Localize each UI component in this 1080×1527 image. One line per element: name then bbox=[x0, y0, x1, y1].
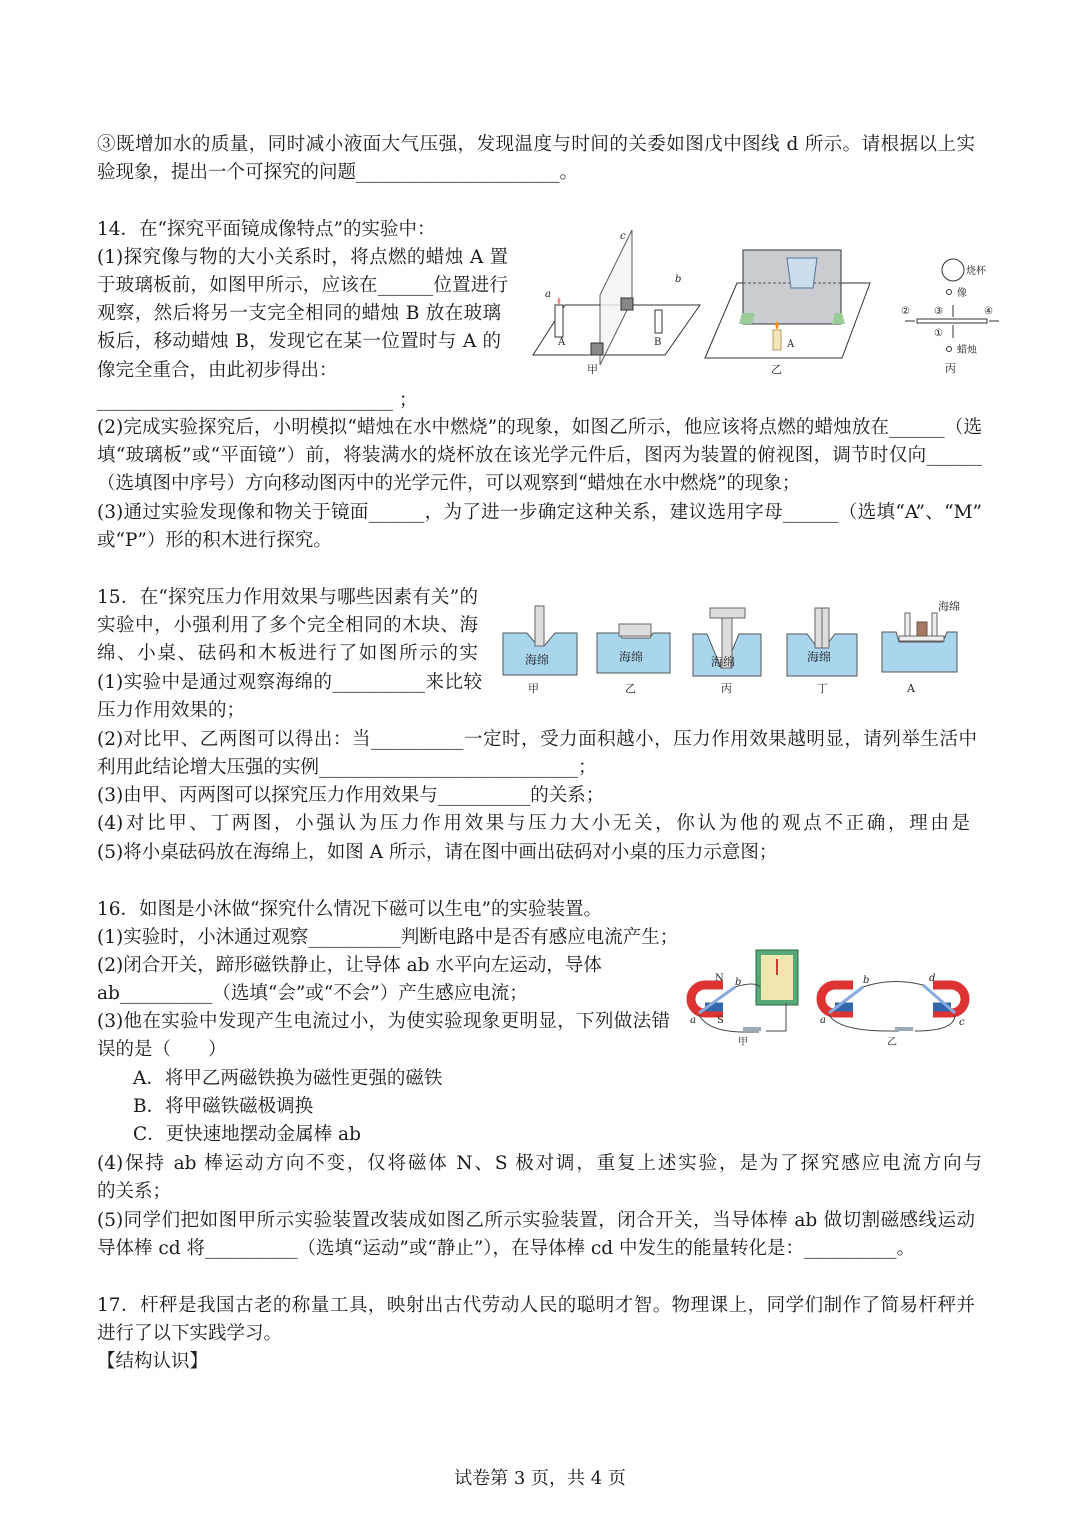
q14-line: 板后，移动蜡烛 B，发现它在某一位置时与 A 的 bbox=[97, 331, 501, 352]
svg-text:S: S bbox=[717, 1015, 724, 1026]
svg-text:丙: 丙 bbox=[721, 682, 732, 695]
q16-line: (2)闭合开关，蹄形磁铁静止，让导体 ab 水平向左运动，导体 bbox=[97, 955, 602, 976]
q15-line: (1)实验中是通过观察海绵的__________来比较 bbox=[97, 672, 482, 693]
svg-text:a: a bbox=[545, 289, 551, 300]
q15-line: 绵、小桌、砝码和木板进行了如图所示的实 bbox=[97, 643, 478, 664]
q16-line: (5)同学们把如图甲所示实验装置改装成如图乙所示实验装置，闭合开关，当导体棒 ab 做切割磁感线运动 bbox=[97, 1210, 975, 1231]
sponge-ding bbox=[787, 608, 857, 695]
svg-text:A: A bbox=[787, 339, 795, 350]
q14-line: 像完全重合，由此初步得出： bbox=[97, 360, 338, 381]
q17-line: 【结构认识】 bbox=[97, 1351, 209, 1372]
intro-line: ③既增加水的质量，同时减小液面大气压强，发现温度与时间的关委如图戊中图线 d 所示。请根据以上实 bbox=[97, 134, 975, 155]
svg-text:像: 像 bbox=[957, 288, 967, 299]
svg-text:乙: 乙 bbox=[771, 363, 782, 376]
svg-text:④: ④ bbox=[984, 306, 993, 317]
q16-line: ab__________（选填“会”或“不会”）产生感应电流； bbox=[97, 983, 528, 1004]
q15-line: 压力作用效果的； bbox=[97, 700, 246, 721]
apparatus-yi bbox=[820, 973, 965, 1048]
figure-mirror-experiment bbox=[525, 225, 1025, 380]
q16-line: 的关系； bbox=[97, 1181, 172, 1202]
q15-line: 利用此结论增大压强的实例____________________________； bbox=[97, 757, 597, 778]
svg-text:蜡烛: 蜡烛 bbox=[957, 345, 977, 356]
svg-text:乙: 乙 bbox=[887, 1037, 897, 1048]
svg-text:海绵: 海绵 bbox=[807, 650, 832, 664]
sponge-jia bbox=[503, 606, 577, 695]
svg-text:丙: 丙 bbox=[945, 362, 956, 375]
svg-text:A: A bbox=[558, 337, 566, 348]
svg-text:c: c bbox=[959, 1017, 965, 1028]
svg-text:B: B bbox=[654, 337, 662, 348]
svg-text:丁: 丁 bbox=[817, 682, 828, 695]
figure-yi bbox=[705, 250, 870, 376]
svg-text:烧杯: 烧杯 bbox=[966, 266, 986, 277]
q14-line: 观察，然后将另一支完全相同的蜡烛 B 放在玻璃 bbox=[97, 303, 501, 324]
q16-line: 导体棒 cd 将__________（选填“运动”或“静止”），在导体棒 cd 中发生的能量转化是：__________。 bbox=[97, 1238, 916, 1259]
q14-line: (3)通过实验发现像和物关于镜面______，为了进一步确定这种关系，建议选用字母______（选填“A”、“M” bbox=[97, 502, 982, 523]
q16-line: (3)他在实验中发现产生电流过小，为使实验现象更明显，下列做法错 bbox=[97, 1011, 670, 1032]
sponge-a bbox=[882, 599, 960, 695]
svg-text:N: N bbox=[715, 973, 724, 984]
svg-text:①: ① bbox=[934, 328, 943, 339]
svg-text:甲: 甲 bbox=[587, 363, 598, 376]
svg-text:c: c bbox=[620, 231, 626, 242]
q15-line: (3)由甲、丙两图可以探究压力作用效果与__________的关系； bbox=[97, 785, 605, 806]
svg-text:海绵: 海绵 bbox=[619, 650, 644, 664]
figure-bing bbox=[901, 259, 999, 375]
svg-text:海绵: 海绵 bbox=[525, 653, 550, 667]
svg-text:②: ② bbox=[901, 306, 910, 317]
q16-line: 16．如图是小沐做“探究什么情况下磁可以生电”的实验装置。 bbox=[97, 899, 602, 920]
q15-line: (4)对比甲、丁两图，小强认为压力作用效果与压力大小无关，你认为他的观点不正确，理由是 bbox=[97, 813, 970, 834]
q16-line: 误的是（ ） bbox=[97, 1039, 227, 1060]
q15-line: 实验中，小强利用了多个完全相同的木块、海 bbox=[97, 615, 478, 636]
figure-induction-experiment bbox=[683, 945, 983, 1050]
apparatus-jia bbox=[690, 950, 798, 1048]
candle-a bbox=[555, 305, 563, 337]
svg-text:a: a bbox=[690, 1015, 696, 1026]
svg-text:甲: 甲 bbox=[528, 682, 539, 695]
svg-text:a: a bbox=[820, 1015, 826, 1026]
sponge-bing bbox=[693, 608, 761, 695]
q15-line: (2)对比甲、乙两图可以得出：当__________一定时，受力面积越小，压力作用效果越明显，请列举生活中 bbox=[97, 729, 977, 750]
q15-line: 15．在“探究压力作用效果与哪些因素有关”的 bbox=[97, 587, 478, 608]
q14-line: 14．在“探究平面镜成像特点”的实验中： bbox=[97, 219, 436, 240]
q14-line: (1)探究像与物的大小关系时，将点燃的蜡烛 A 置 bbox=[97, 247, 508, 268]
svg-text:甲: 甲 bbox=[738, 1037, 748, 1048]
q16-line: A．将甲乙两磁铁换为磁性更强的磁铁 bbox=[133, 1068, 443, 1089]
q14-line: （选填图中序号）方向移动图丙中的光学元件，可以观察到“蜡烛在水中燃烧”的现象； bbox=[97, 473, 801, 494]
intro-line: 验现象，提出一个可探究的问题______________________。 bbox=[97, 162, 579, 183]
q15-line: (5)将小桌砝码放在海绵上，如图 A 所示，请在图中画出砝码对小桌的压力示意图； bbox=[97, 842, 778, 863]
svg-text:A: A bbox=[907, 682, 915, 695]
figure-jia bbox=[533, 230, 700, 376]
page-footer: 试卷第 3 页，共 4 页 bbox=[454, 1468, 626, 1489]
svg-text:③: ③ bbox=[934, 306, 943, 317]
q16-line: C．更快速地摆动金属棒 ab bbox=[133, 1124, 361, 1145]
q17-line: 进行了以下实践学习。 bbox=[97, 1323, 283, 1344]
q14-line: 填“玻璃板”或“平面镜”）前，将装满水的烧杯放在该光学元件后，图丙为装置的俯视图，调节时仅向______ bbox=[97, 445, 982, 466]
q16-line: B．将甲磁铁磁极调换 bbox=[133, 1096, 314, 1117]
svg-text:海绵: 海绵 bbox=[711, 655, 736, 669]
candle-b bbox=[655, 310, 662, 333]
svg-text:乙: 乙 bbox=[625, 682, 636, 695]
q17-line: 17．杆秤是我国古老的称量工具，映射出古代劳动人民的聪明才智。物理课上，同学们制作了简易杆秤并 bbox=[97, 1295, 975, 1316]
q14-line: 或“P”）形的积木进行探究。 bbox=[97, 530, 332, 551]
q14-line: 于玻璃板前，如图甲所示，应该在______位置进行 bbox=[97, 275, 508, 296]
svg-text:b: b bbox=[735, 977, 742, 988]
q16-line: (4)保持 ab 棒运动方向不变，仅将磁体 N、S 极对调，重复上述实验，是为了探究感应电流方向与 bbox=[97, 1153, 982, 1174]
figure-sponge-experiment bbox=[495, 598, 980, 700]
svg-text:海绵: 海绵 bbox=[938, 600, 960, 613]
q16-line: (1)实验时，小沐通过观察__________判断电路中是否有感应电流产生； bbox=[97, 927, 679, 948]
q14-line: (2)完成实验探究后，小明模拟“蜡烛在水中燃烧”的现象，如图乙所示，他应该将点燃的蜡烛放在______（选 bbox=[97, 417, 982, 438]
svg-text:d: d bbox=[929, 973, 936, 984]
svg-text:b: b bbox=[675, 274, 682, 285]
q14-line: ________________________________ ； bbox=[97, 390, 418, 411]
sponge-yi bbox=[597, 624, 670, 695]
svg-text:b: b bbox=[863, 975, 870, 986]
